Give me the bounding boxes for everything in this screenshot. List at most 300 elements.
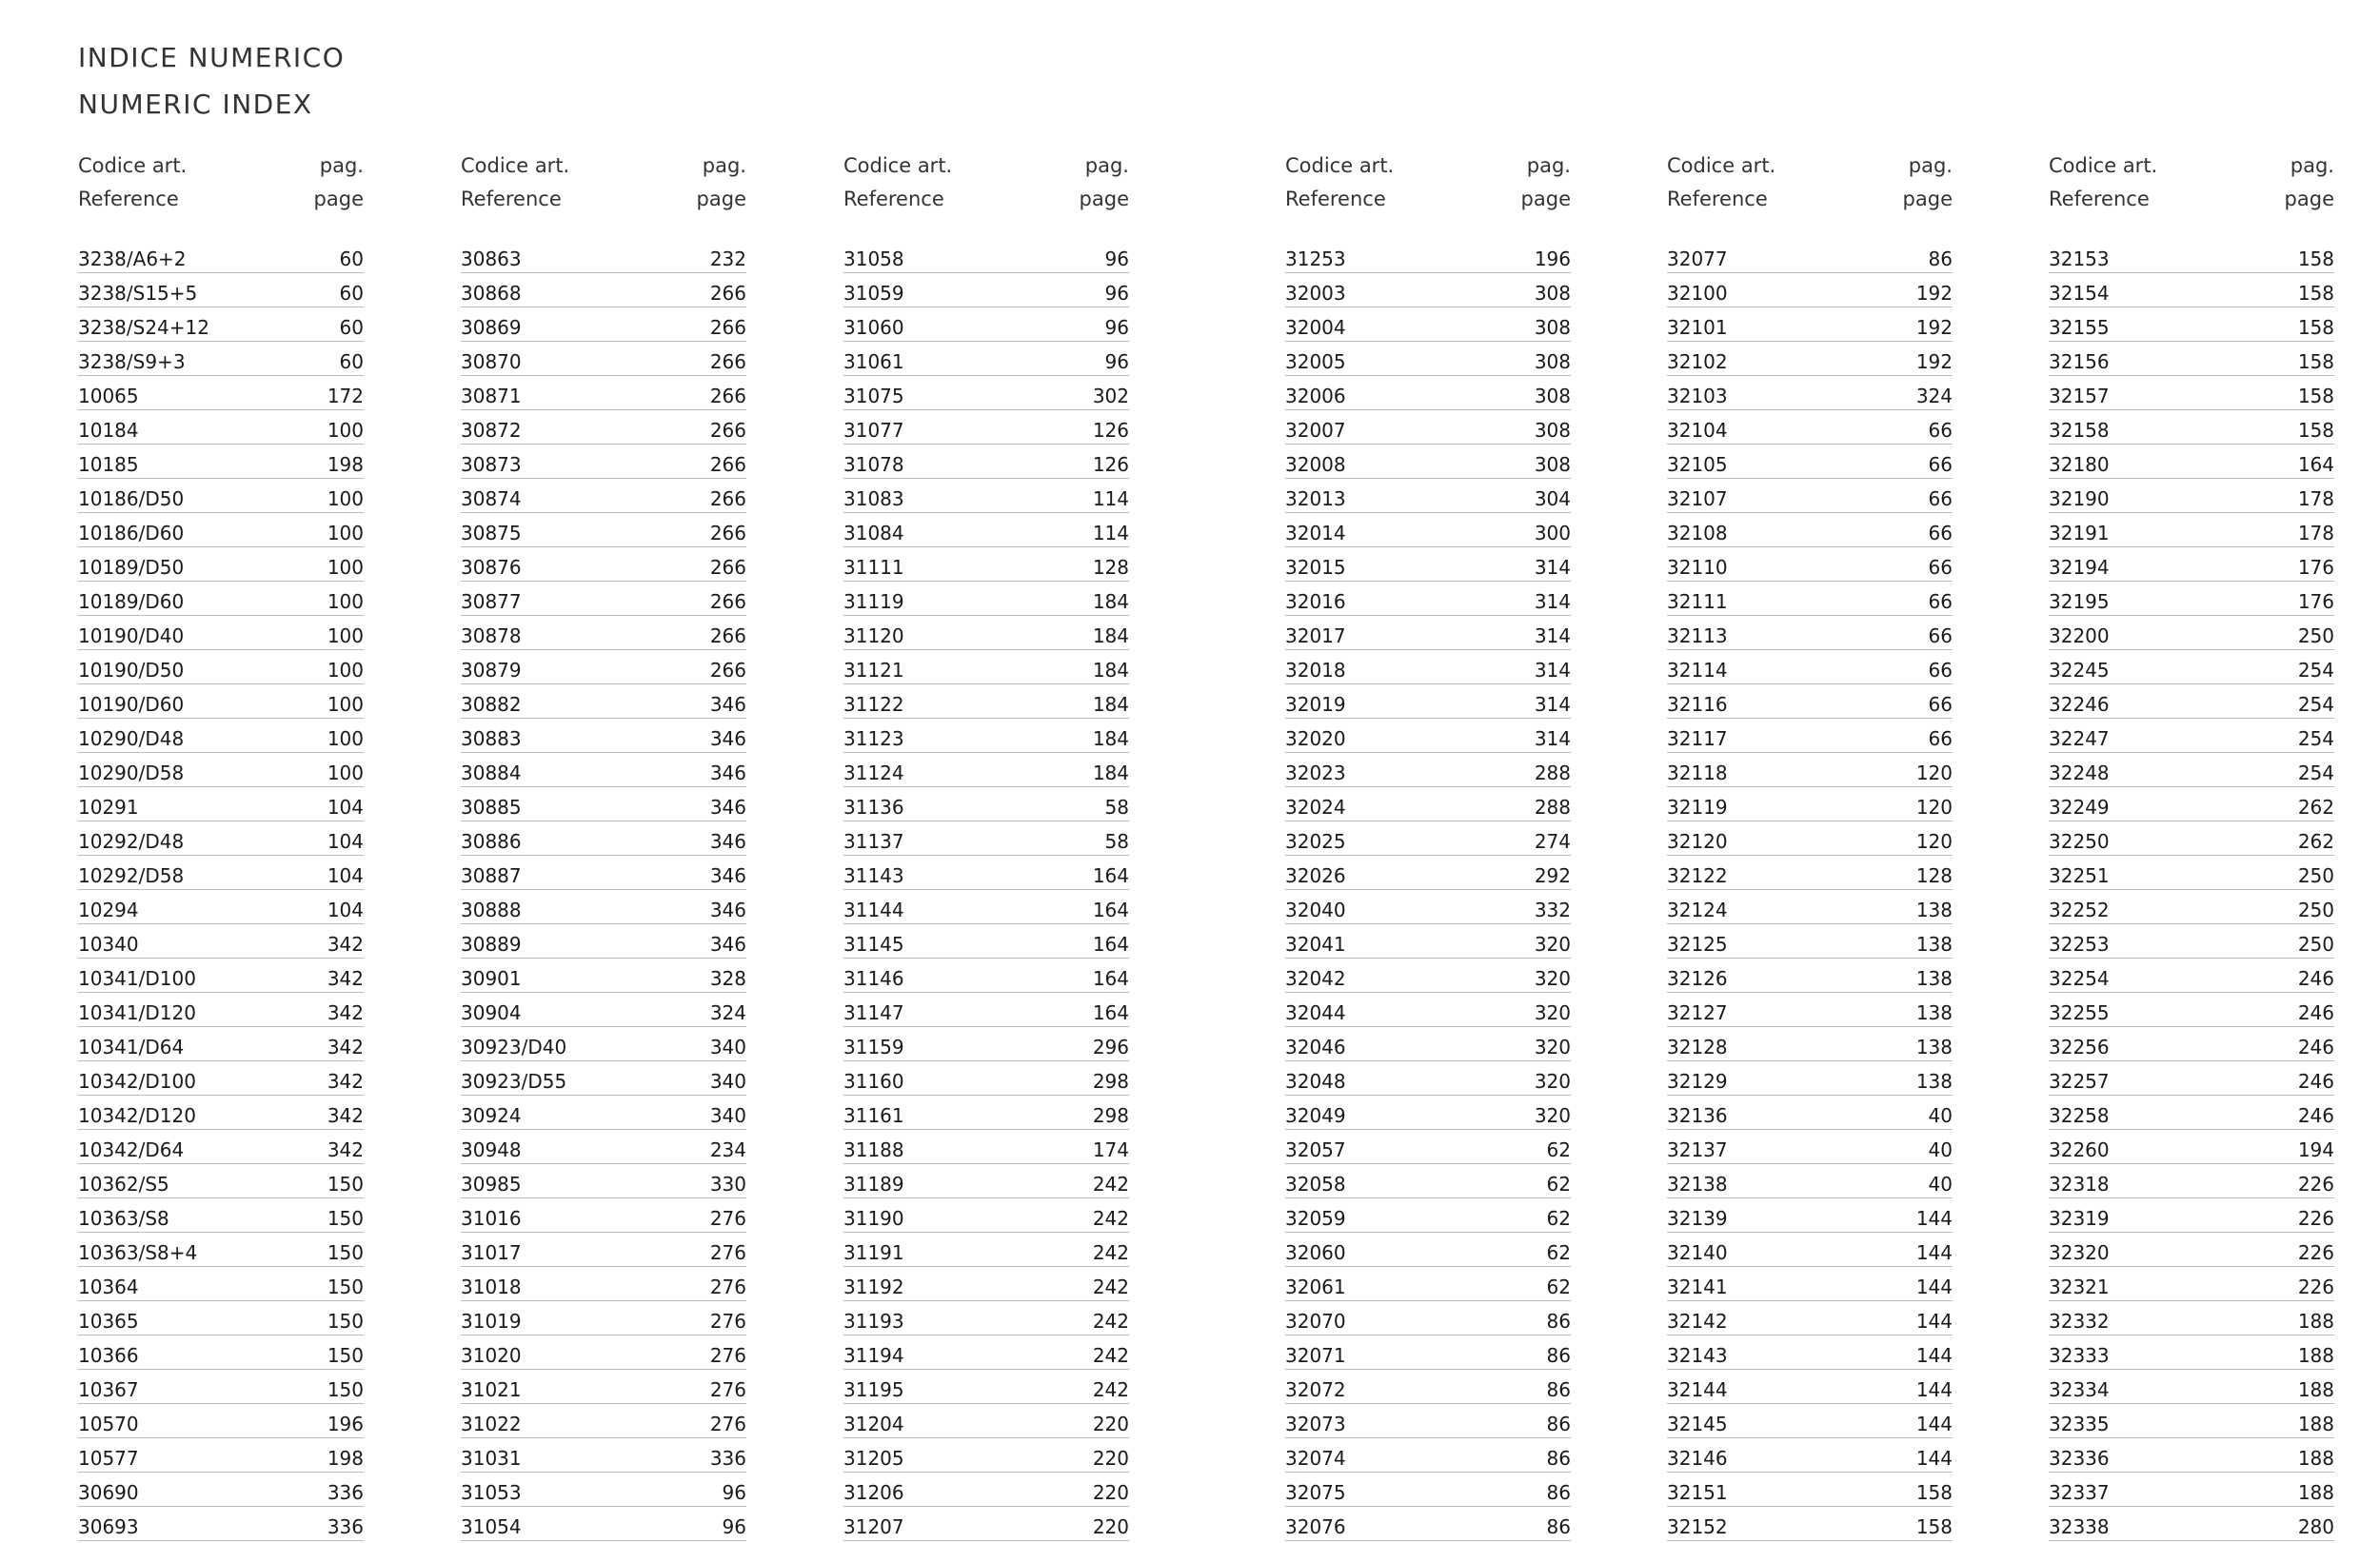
page-number: 246 — [2297, 1036, 2334, 1058]
page-number: 96 — [1104, 282, 1129, 305]
reference-code: 32023 — [1285, 762, 1346, 784]
reference-code: 32156 — [2049, 350, 2110, 373]
reference-code: 32005 — [1285, 350, 1346, 373]
page-number: 66 — [1928, 487, 1953, 510]
page-number: 262 — [2297, 796, 2334, 819]
reference-code: 32336 — [2049, 1447, 2110, 1470]
reference-code: 31019 — [461, 1310, 522, 1333]
reference-code: 32059 — [1285, 1207, 1346, 1230]
page-number: 346 — [709, 830, 746, 853]
header-page-italian: pag. — [1908, 154, 1953, 177]
index-row — [2049, 1235, 2334, 1267]
reference-code: 32142 — [1667, 1310, 1728, 1333]
page-number: 320 — [1534, 1104, 1571, 1127]
page-number: 158 — [2297, 350, 2334, 373]
index-row — [1285, 1337, 1571, 1370]
reference-code: 32075 — [1285, 1481, 1346, 1504]
page-number: 276 — [709, 1276, 746, 1298]
page-number: 262 — [2297, 830, 2334, 853]
page-number: 104 — [327, 830, 364, 853]
index-row — [1667, 584, 1953, 616]
reference-code: 32004 — [1285, 316, 1346, 339]
reference-code: 31016 — [461, 1207, 522, 1230]
index-row — [843, 1303, 1129, 1335]
index-row — [78, 755, 364, 787]
reference-code: 32128 — [1667, 1036, 1728, 1058]
page-number: 178 — [2297, 487, 2334, 510]
reference-code: 10185 — [78, 453, 139, 476]
index-row — [1667, 1269, 1953, 1301]
page-number: 100 — [327, 693, 364, 716]
page-number: 150 — [327, 1378, 364, 1401]
page-number: 320 — [1534, 1070, 1571, 1093]
reference-code: 30923/D55 — [461, 1070, 567, 1093]
page-number: 266 — [709, 419, 746, 442]
page-number: 198 — [327, 453, 364, 476]
reference-code: 32077 — [1667, 247, 1728, 270]
reference-code: 31124 — [843, 762, 904, 784]
page-number: 188 — [2297, 1310, 2334, 1333]
page-number: 150 — [327, 1344, 364, 1367]
index-row — [1667, 1200, 1953, 1233]
index-row — [2049, 1440, 2334, 1473]
reference-code: 32013 — [1285, 487, 1346, 510]
reference-code: 32057 — [1285, 1138, 1346, 1161]
page-number: 128 — [1915, 864, 1953, 887]
page-number: 276 — [709, 1241, 746, 1264]
page-number: 314 — [1534, 659, 1571, 682]
index-row — [2049, 1166, 2334, 1198]
page-number: 86 — [1546, 1515, 1571, 1538]
page-number: 96 — [722, 1515, 746, 1538]
page-number: 86 — [1546, 1447, 1571, 1470]
reference-code: 32318 — [2049, 1173, 2110, 1196]
index-row — [1285, 926, 1571, 959]
index-row — [843, 858, 1129, 890]
index-row — [78, 1406, 364, 1438]
header-page-italian: pag. — [319, 154, 364, 177]
column-header — [461, 154, 746, 221]
header-code-italian: Codice art. — [78, 154, 188, 177]
reference-code: 32119 — [1667, 796, 1728, 819]
reference-code: 32007 — [1285, 419, 1346, 442]
reference-code: 32251 — [2049, 864, 2110, 887]
reference-code: 30874 — [461, 487, 522, 510]
index-row — [2049, 1269, 2334, 1301]
page-number: 276 — [709, 1207, 746, 1230]
reference-code: 32258 — [2049, 1104, 2110, 1127]
index-row — [843, 241, 1129, 273]
reference-code: 31204 — [843, 1413, 904, 1435]
reference-code: 30889 — [461, 933, 522, 956]
index-row — [1285, 344, 1571, 376]
page-number: 188 — [2297, 1344, 2334, 1367]
reference-code: 32044 — [1285, 1001, 1346, 1024]
reference-code: 32319 — [2049, 1207, 2110, 1230]
reference-code: 32076 — [1285, 1515, 1346, 1538]
index-row — [2049, 892, 2334, 924]
page-number: 176 — [2297, 556, 2334, 579]
index-row — [843, 275, 1129, 307]
index-row — [78, 686, 364, 719]
reference-code: 32111 — [1667, 590, 1728, 613]
reference-code: 31077 — [843, 419, 904, 442]
index-row — [843, 892, 1129, 924]
index-row — [843, 721, 1129, 753]
page-number: 320 — [1534, 933, 1571, 956]
index-row — [78, 892, 364, 924]
index-row — [1667, 1474, 1953, 1507]
reference-code: 10189/D50 — [78, 556, 185, 579]
reference-code: 32102 — [1667, 350, 1728, 373]
reference-code: 32018 — [1285, 659, 1346, 682]
index-row — [843, 1372, 1129, 1404]
reference-code: 32122 — [1667, 864, 1728, 887]
page-number: 100 — [327, 762, 364, 784]
reference-code: 32151 — [1667, 1481, 1728, 1504]
index-row — [78, 275, 364, 307]
reference-code: 32255 — [2049, 1001, 2110, 1024]
reference-code: 30870 — [461, 350, 522, 373]
index-row — [843, 926, 1129, 959]
index-row — [461, 926, 746, 959]
page-number: 308 — [1534, 419, 1571, 442]
index-row — [1285, 686, 1571, 719]
reference-code: 31192 — [843, 1276, 904, 1298]
page-number: 184 — [1092, 624, 1129, 647]
page-number: 266 — [709, 350, 746, 373]
index-row — [78, 1132, 364, 1164]
index-row — [843, 1098, 1129, 1130]
page-number: 342 — [327, 1104, 364, 1127]
reference-code: 32073 — [1285, 1413, 1346, 1435]
reference-code: 30887 — [461, 864, 522, 887]
index-row — [843, 1474, 1129, 1507]
index-row — [2049, 858, 2334, 890]
index-row — [2049, 309, 2334, 342]
page-number: 314 — [1534, 556, 1571, 579]
reference-code: 10292/D58 — [78, 864, 185, 887]
index-row — [2049, 344, 2334, 376]
page-number: 60 — [339, 316, 364, 339]
index-row — [1667, 686, 1953, 719]
column-header — [2049, 154, 2334, 221]
page-number: 266 — [709, 385, 746, 407]
page-number: 60 — [339, 247, 364, 270]
page-number: 226 — [2297, 1207, 2334, 1230]
reference-code: 31146 — [843, 967, 904, 990]
reference-code: 32335 — [2049, 1413, 2110, 1435]
reference-code: 32105 — [1667, 453, 1728, 476]
reference-code: 32118 — [1667, 762, 1728, 784]
index-row — [1285, 892, 1571, 924]
page-number: 308 — [1534, 453, 1571, 476]
reference-code: 30873 — [461, 453, 522, 476]
reference-code: 10341/D100 — [78, 967, 196, 990]
page-number: 340 — [709, 1104, 746, 1127]
index-row — [1667, 1063, 1953, 1096]
header-code-english: Reference — [78, 188, 179, 210]
reference-code: 31207 — [843, 1515, 904, 1538]
page-number: 250 — [2297, 624, 2334, 647]
index-column-1 — [78, 154, 364, 1543]
page-number: 100 — [327, 487, 364, 510]
index-row — [78, 1200, 364, 1233]
reference-code: 32040 — [1285, 899, 1346, 921]
header-page-italian: pag. — [1526, 154, 1571, 177]
page-number: 220 — [1092, 1413, 1129, 1435]
reference-code: 31021 — [461, 1378, 522, 1401]
header-page-english: page — [313, 188, 364, 210]
reference-code: 10292/D48 — [78, 830, 185, 853]
index-row — [843, 1509, 1129, 1541]
index-row — [461, 1200, 746, 1233]
index-row — [1667, 823, 1953, 856]
index-row — [78, 1372, 364, 1404]
page-number: 320 — [1534, 967, 1571, 990]
reference-code: 32100 — [1667, 282, 1728, 305]
index-row — [1285, 446, 1571, 479]
index-row — [461, 1132, 746, 1164]
index-row — [843, 1166, 1129, 1198]
index-row — [1285, 1303, 1571, 1335]
reference-code: 32015 — [1285, 556, 1346, 579]
reference-code: 10189/D60 — [78, 590, 185, 613]
page-number: 308 — [1534, 385, 1571, 407]
page-number: 342 — [327, 933, 364, 956]
reference-code: 31160 — [843, 1070, 904, 1093]
index-row — [1285, 515, 1571, 547]
index-row — [843, 309, 1129, 342]
reference-code: 10366 — [78, 1344, 139, 1367]
reference-code: 10065 — [78, 385, 139, 407]
index-row — [1285, 1063, 1571, 1096]
page-number: 120 — [1915, 796, 1953, 819]
page-number: 266 — [709, 590, 746, 613]
index-row — [1667, 652, 1953, 684]
reference-code: 32191 — [2049, 522, 2110, 544]
page-number: 100 — [327, 419, 364, 442]
header-code-english: Reference — [1285, 188, 1386, 210]
reference-code: 32017 — [1285, 624, 1346, 647]
index-row — [2049, 275, 2334, 307]
index-row — [78, 1098, 364, 1130]
index-column-3 — [843, 154, 1129, 1543]
page-number: 324 — [709, 1001, 746, 1024]
page-number: 340 — [709, 1070, 746, 1093]
index-row — [1285, 1474, 1571, 1507]
index-row — [461, 1440, 746, 1473]
index-row — [2049, 1372, 2334, 1404]
reference-code: 10190/D40 — [78, 624, 185, 647]
index-row — [1667, 412, 1953, 445]
index-row — [461, 1269, 746, 1301]
reference-code: 10365 — [78, 1310, 139, 1333]
reference-code: 32246 — [2049, 693, 2110, 716]
index-row — [1285, 1235, 1571, 1267]
index-row — [843, 1440, 1129, 1473]
page-number: 246 — [2297, 1070, 2334, 1093]
index-row — [2049, 1406, 2334, 1438]
reference-code: 32108 — [1667, 522, 1728, 544]
page-number: 254 — [2297, 762, 2334, 784]
index-row — [843, 344, 1129, 376]
index-row — [1667, 995, 1953, 1027]
reference-code: 32120 — [1667, 830, 1728, 853]
column-header — [1285, 154, 1571, 221]
page-number: 346 — [709, 727, 746, 750]
reference-code: 32103 — [1667, 385, 1728, 407]
page-number: 62 — [1546, 1138, 1571, 1161]
index-row — [2049, 926, 2334, 959]
page-number: 144 — [1915, 1447, 1953, 1470]
page-number: 158 — [1915, 1481, 1953, 1504]
index-row — [1285, 1200, 1571, 1233]
reference-code: 31190 — [843, 1207, 904, 1230]
index-row — [78, 823, 364, 856]
page-number: 226 — [2297, 1276, 2334, 1298]
page-number: 266 — [709, 487, 746, 510]
index-row — [1285, 1269, 1571, 1301]
index-row — [2049, 1029, 2334, 1061]
reference-code: 32129 — [1667, 1070, 1728, 1093]
index-row — [78, 1269, 364, 1301]
index-row — [461, 618, 746, 650]
header-code-italian: Codice art. — [843, 154, 953, 177]
index-row — [1285, 858, 1571, 890]
reference-code: 32332 — [2049, 1310, 2110, 1333]
page-number: 250 — [2297, 864, 2334, 887]
index-row — [843, 1132, 1129, 1164]
reference-code: 10341/D64 — [78, 1036, 185, 1058]
reference-code: 10290/D58 — [78, 762, 185, 784]
index-row — [461, 755, 746, 787]
page-number: 158 — [2297, 282, 2334, 305]
index-row — [461, 789, 746, 821]
index-row — [1285, 481, 1571, 513]
reference-code: 32144 — [1667, 1378, 1728, 1401]
index-row — [1667, 1029, 1953, 1061]
reference-code: 32338 — [2049, 1515, 2110, 1538]
page-number: 40 — [1928, 1104, 1953, 1127]
page-number: 96 — [722, 1481, 746, 1504]
page-number: 242 — [1092, 1241, 1129, 1264]
page-number: 58 — [1104, 830, 1129, 853]
reference-code: 31083 — [843, 487, 904, 510]
column-header — [1667, 154, 1953, 221]
page-number: 86 — [1546, 1413, 1571, 1435]
page-number: 346 — [709, 864, 746, 887]
page-number: 96 — [1104, 247, 1129, 270]
reference-code: 32127 — [1667, 1001, 1728, 1024]
index-row — [2049, 378, 2334, 410]
page-number: 164 — [1092, 899, 1129, 921]
reference-code: 31059 — [843, 282, 904, 305]
page-number: 60 — [339, 282, 364, 305]
page-number: 276 — [709, 1344, 746, 1367]
header-page-italian: pag. — [1084, 154, 1129, 177]
index-row — [461, 309, 746, 342]
index-row — [78, 446, 364, 479]
page-number: 184 — [1092, 590, 1129, 613]
page-number: 40 — [1928, 1173, 1953, 1196]
reference-code: 31188 — [843, 1138, 904, 1161]
reference-code: 30885 — [461, 796, 522, 819]
reference-code: 10342/D100 — [78, 1070, 196, 1093]
index-row — [843, 584, 1129, 616]
reference-code: 32046 — [1285, 1036, 1346, 1058]
reference-code: 32136 — [1667, 1104, 1728, 1127]
reference-code: 31206 — [843, 1481, 904, 1504]
reference-code: 32146 — [1667, 1447, 1728, 1470]
page-number: 198 — [327, 1447, 364, 1470]
page-number: 100 — [327, 556, 364, 579]
index-title-english: NUMERIC INDEX — [78, 89, 313, 120]
header-page-english: page — [1902, 188, 1953, 210]
index-row — [2049, 1200, 2334, 1233]
page-number: 220 — [1092, 1447, 1129, 1470]
page-number: 304 — [1534, 487, 1571, 510]
reference-code: 32157 — [2049, 385, 2110, 407]
reference-code: 32104 — [1667, 419, 1728, 442]
page-number: 66 — [1928, 693, 1953, 716]
reference-code: 31084 — [843, 522, 904, 544]
index-row — [2049, 995, 2334, 1027]
page-number: 324 — [1915, 385, 1953, 407]
page-number: 234 — [709, 1138, 746, 1161]
reference-code: 32016 — [1285, 590, 1346, 613]
page-number: 196 — [327, 1413, 364, 1435]
index-row — [461, 823, 746, 856]
index-row — [2049, 618, 2334, 650]
index-row — [1667, 1303, 1953, 1335]
reference-code: 30948 — [461, 1138, 522, 1161]
reference-code: 32195 — [2049, 590, 2110, 613]
reference-code: 10577 — [78, 1447, 139, 1470]
reference-code: 32320 — [2049, 1241, 2110, 1264]
reference-code: 32020 — [1285, 727, 1346, 750]
page-number: 220 — [1092, 1481, 1129, 1504]
page-number: 246 — [2297, 1001, 2334, 1024]
index-row — [78, 1166, 364, 1198]
reference-code: 32249 — [2049, 796, 2110, 819]
index-title-italian: INDICE NUMERICO — [78, 42, 346, 73]
reference-code: 32252 — [2049, 899, 2110, 921]
page-number: 188 — [2297, 1413, 2334, 1435]
page-number: 172 — [327, 385, 364, 407]
reference-code: 31205 — [843, 1447, 904, 1470]
reference-code: 30886 — [461, 830, 522, 853]
index-rows — [78, 241, 364, 1541]
reference-code: 31191 — [843, 1241, 904, 1264]
index-row — [1285, 1372, 1571, 1404]
page-number: 176 — [2297, 590, 2334, 613]
reference-code: 30693 — [78, 1515, 139, 1538]
reference-code: 32048 — [1285, 1070, 1346, 1093]
page-number: 336 — [709, 1447, 746, 1470]
page-number: 40 — [1928, 1138, 1953, 1161]
reference-code: 10570 — [78, 1413, 139, 1435]
index-row — [843, 481, 1129, 513]
index-row — [1667, 721, 1953, 753]
reference-code: 31144 — [843, 899, 904, 921]
reference-code: 32334 — [2049, 1378, 2110, 1401]
page-number: 220 — [1092, 1515, 1129, 1538]
reference-code: 31122 — [843, 693, 904, 716]
index-row — [461, 892, 746, 924]
index-row — [461, 858, 746, 890]
page-number: 342 — [327, 967, 364, 990]
